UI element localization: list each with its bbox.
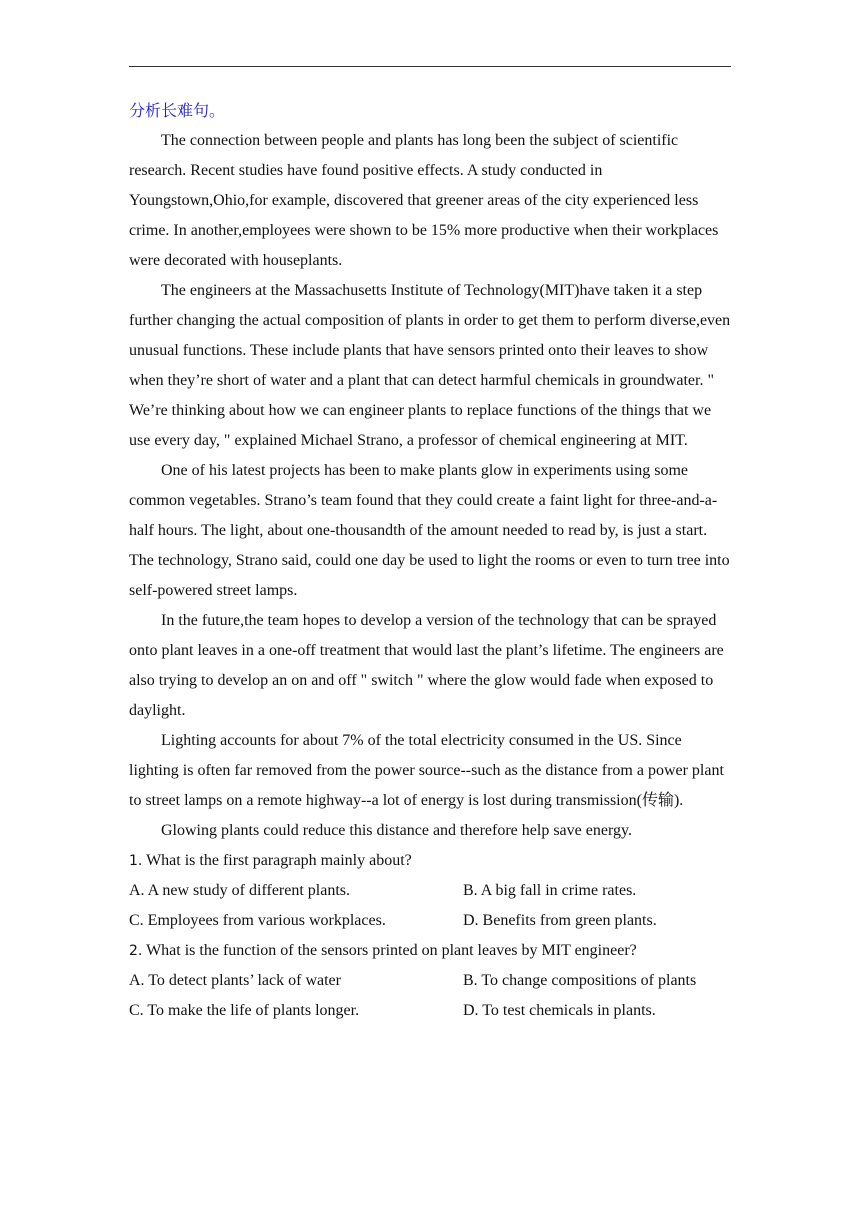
option-d[interactable]: D. To test chemicals in plants. — [463, 1002, 656, 1019]
question-number: 1. — [129, 853, 143, 869]
passage-paragraph-3: One of his latest projects has been to make plants glow in experiments using some common vegetables. Strano’s team found that they could create a faint light for three-and-a-half hours. The light, about one-thousandth of the amount needed to read by, is just a start. The technology, Strano said, could one day be used to light the rooms or even to turn tree into self-powered street lamps. — [129, 462, 730, 599]
passage-paragraph-6: Glowing plants could reduce this distance and therefore help save energy. — [161, 822, 632, 839]
answer-options — [129, 966, 731, 1026]
header-rule — [129, 66, 731, 67]
passage-paragraph-1: The connection between people and plants has long been the subject of scientific research. Recent studies have found positive effects. A study conducted in Youngstown,Ohio,for example, discovered that greener areas of the city experienced less crime. In another,employees were shown to be 15% more productive when their workplaces were decorated with houseplants. — [129, 132, 719, 269]
section-heading: 分析长难句。 — [129, 101, 226, 120]
question-stem — [129, 936, 731, 966]
option-a[interactable]: A. To detect plants’ lack of water — [129, 972, 341, 989]
option-b[interactable]: B. A big fall in crime rates. — [463, 882, 637, 899]
question-text: What is the first paragraph mainly about? — [142, 852, 412, 869]
answer-options — [129, 876, 731, 936]
question-2 — [129, 936, 731, 1026]
passage-paragraph-5: Lighting accounts for about 7% of the total electricity consumed in the US. Since lighting is often far removed from the power source--such as the distance from a power plant to street lamps on a remote highway--a lot of energy is lost during transmission(传输). — [129, 732, 724, 809]
option-c[interactable]: C. Employees from various workplaces. — [129, 912, 386, 929]
document-body — [129, 96, 731, 1026]
question-stem — [129, 846, 731, 876]
passage-paragraph-2: The engineers at the Massachusetts Institute of Technology(MIT)have taken it a step further changing the actual composition of plants in order to get them to perform diverse,even unusual functions. These include plants that have sensors printed onto their leaves to show when they’re short of water and a plant that can detect harmful chemicals in groundwater. " We’re thinking about how we can engineer plants to replace functions of the things that we use every day, " explained Michael Strano, a professor of chemical engineering at MIT. — [129, 282, 731, 449]
option-c[interactable]: C. To make the life of plants longer. — [129, 1002, 360, 1019]
question-number: 2. — [129, 943, 143, 959]
option-d[interactable]: D. Benefits from green plants. — [463, 912, 657, 929]
option-b[interactable]: B. To change compositions of plants — [463, 972, 697, 989]
question-1 — [129, 846, 731, 936]
question-text: What is the function of the sensors printed on plant leaves by MIT engineer? — [142, 942, 637, 959]
passage-paragraph-4: In the future,the team hopes to develop a version of the technology that can be sprayed onto plant leaves in a one-off treatment that would last the plant’s lifetime. The engineers are also trying to develop an on and off " switch " where the glow would fade when exposed to daylight. — [129, 612, 724, 719]
option-a[interactable]: A. A new study of different plants. — [129, 882, 351, 899]
